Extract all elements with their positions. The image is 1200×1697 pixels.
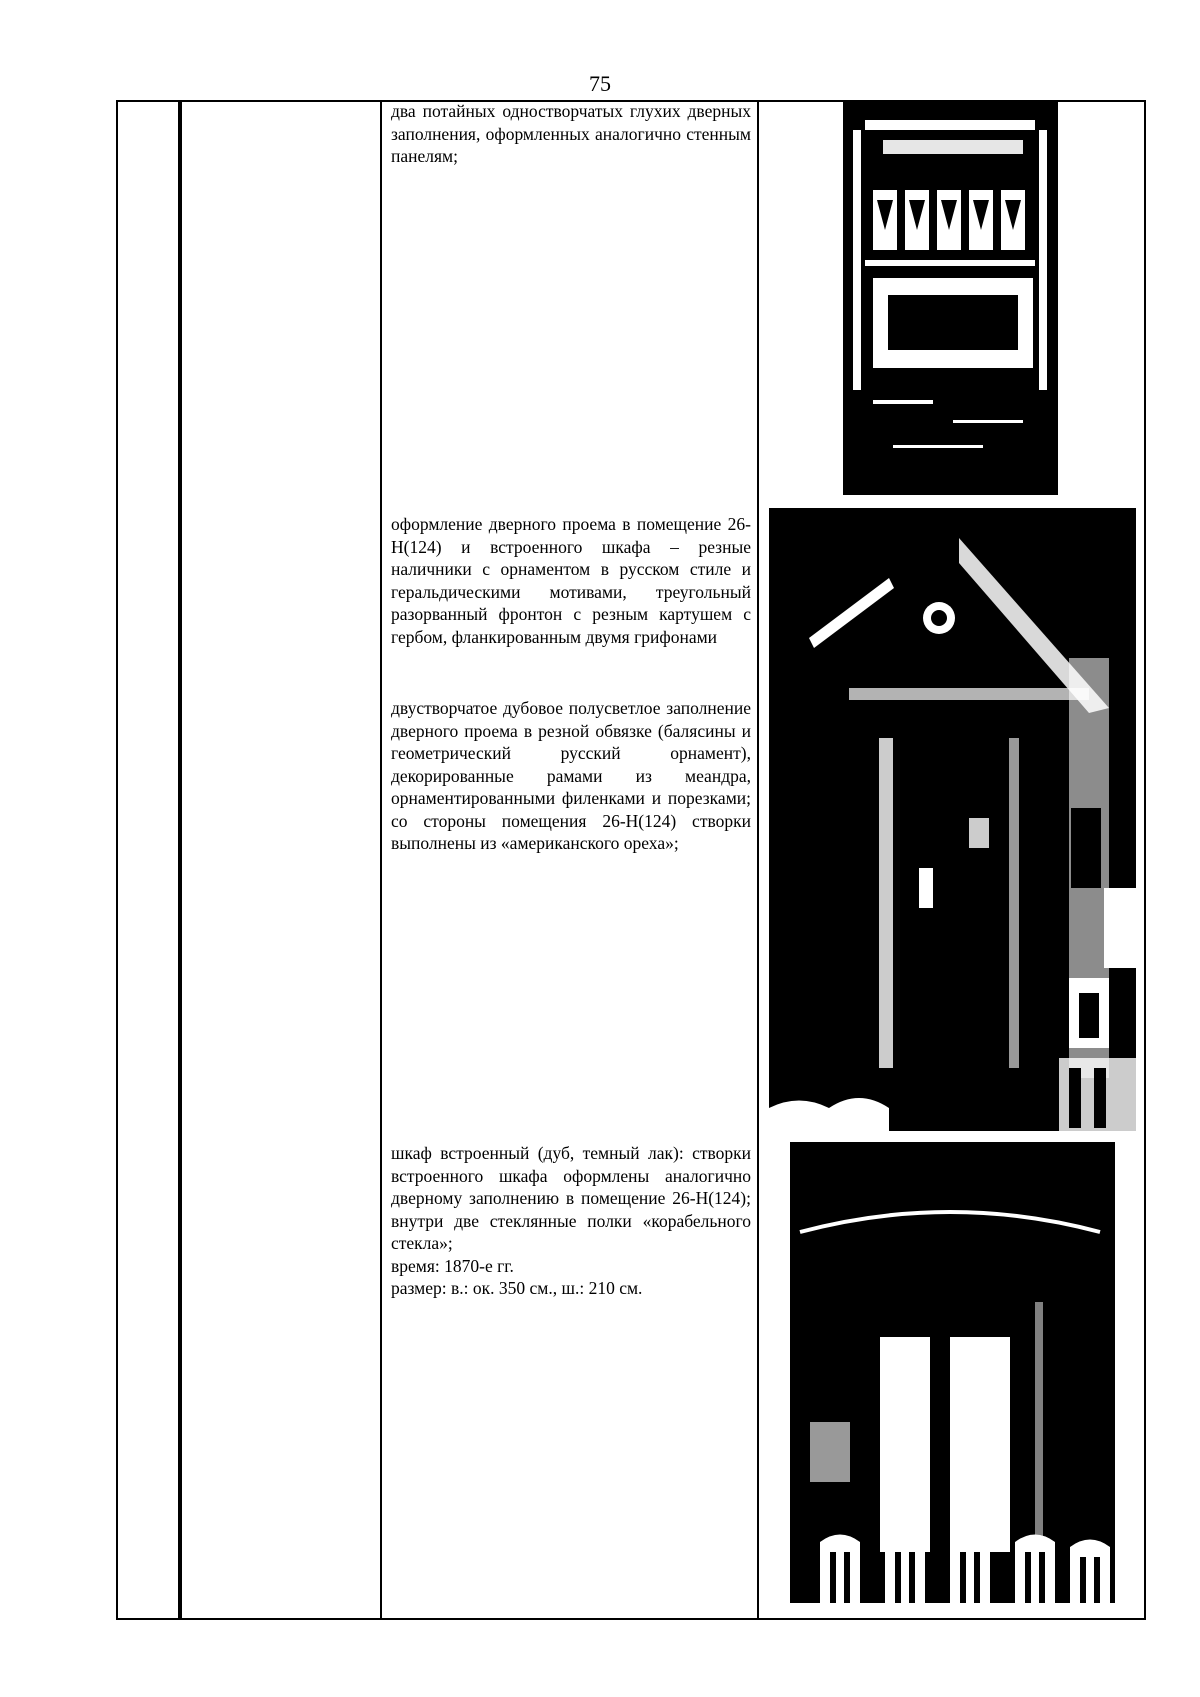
description-entry-2 [391, 513, 751, 648]
description-entry-1 [391, 100, 751, 168]
entry-4-text: шкаф встроенный (дуб, темный лак): створки встроенного шкафа оформлены аналогично дверному заполнению в помещение 26-Н(124); внутри две стеклянные полки «корабельного стекла»; [391, 1143, 751, 1253]
description-entry-3 [391, 697, 751, 855]
page-number: 75 [589, 71, 611, 96]
description-entry-4 [391, 1142, 751, 1300]
column-divider-4 [757, 100, 759, 1620]
entry-4-time: время: 1870-е гг. [391, 1255, 514, 1276]
entry-2-text: оформление дверного проема в помещение 26-Н(124) и встроенного шкафа – резные наличники с орнаментом в русском стиле и геральдическими мотивами, треугольный разорванный фронтон с резным картушем с гербом, фланкированным двумя грифонами [391, 514, 751, 647]
entry-3-text: двустворчатое дубовое полусветлое заполнение дверного проема в резной обвязке (балясины и геометрический русский орнамент), декорированные рамами из меандра, орнаментированными филенками и порезками; со стороны помещения 26-Н(124) створки выполнены из «американского ореха»; [391, 698, 751, 853]
doorway-with-pediment-photo [769, 508, 1136, 1131]
entry-1-text: два потайных одностворчатых глухих дверных заполнения, оформленных аналогично стенным панелям; [391, 101, 751, 166]
entry-4-size: размер: в.: ок. 350 см., ш.: 210 см. [391, 1278, 643, 1298]
carved-door-panel-photo [843, 100, 1058, 495]
built-in-cabinet-photo [790, 1142, 1115, 1603]
column-divider-2 [180, 100, 182, 1620]
column-divider-3 [380, 100, 382, 1620]
